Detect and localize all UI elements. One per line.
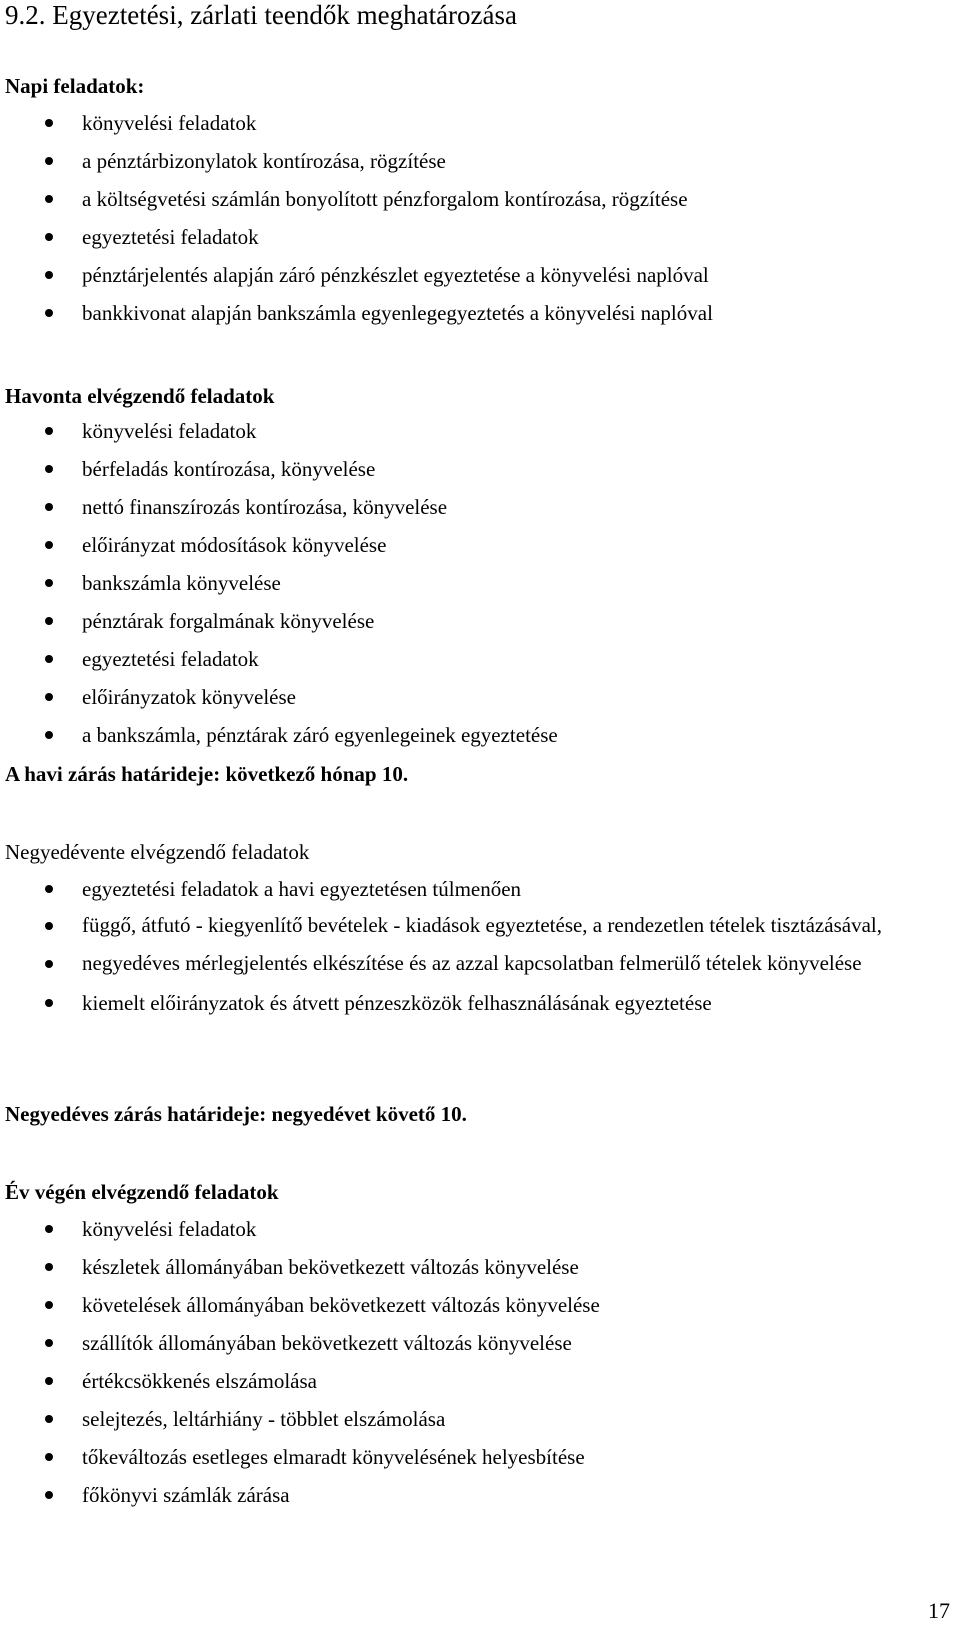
daily-tasks-heading: Napi feladatok: — [5, 74, 145, 98]
list-item-text: a pénztárbizonylatok kontírozása, rögzítése — [82, 149, 446, 173]
list-item-text: tőkeváltozás esetleges elmaradt könyvelésének helyesbítése — [82, 1445, 585, 1469]
bullet-icon — [45, 922, 53, 930]
year-end-tasks-heading: Év végén elvégzendő feladatok — [5, 1180, 279, 1204]
list-item — [0, 640, 950, 678]
list-item-text: a bankszámla, pénztárak záró egyenlegeinek egyeztetése — [82, 723, 558, 747]
list-item-text: pénztárak forgalmának könyvelése — [82, 609, 375, 633]
bullet-icon — [45, 465, 53, 473]
monthly-deadline: A havi zárás határideje: következő hónap 10. — [5, 762, 409, 786]
bullet-icon — [45, 157, 53, 165]
bullet-icon — [45, 617, 53, 625]
bullet-icon — [45, 1301, 53, 1309]
list-item-text: egyeztetési feladatok — [82, 647, 259, 671]
section-title: 9.2. Egyeztetési, zárlati teendők meghatározása — [5, 0, 518, 30]
list-item-text: a költségvetési számlán bonyolított pénzforgalom kontírozása, rögzítése — [82, 187, 688, 211]
list-item — [0, 1362, 950, 1400]
list-item — [0, 526, 950, 564]
list-item-text: bankszámla könyvelése — [82, 571, 281, 595]
list-item-text: értékcsökkenés elszámolása — [82, 1369, 317, 1393]
bullet-icon — [45, 1453, 53, 1461]
bullet-icon — [45, 579, 53, 587]
list-item — [0, 142, 950, 180]
quarterly-tasks-heading: Negyedévente elvégzendő feladatok — [5, 840, 310, 864]
bullet-icon — [45, 233, 53, 241]
page-number: 17 — [928, 1598, 950, 1623]
list-item-text: pénztárjelentés alapján záró pénzkészlet egyeztetése a könyvelési naplóval — [82, 263, 709, 287]
bullet-icon — [45, 541, 53, 549]
list-item-text: előirányzatok könyvelése — [82, 685, 296, 709]
bullet-icon — [45, 731, 53, 739]
bullet-icon — [45, 1491, 53, 1499]
list-item — [0, 678, 950, 716]
list-item — [0, 218, 950, 256]
list-item-text: könyvelési feladatok — [82, 111, 257, 135]
list-item-text: főkönyvi számlák zárása — [82, 1483, 290, 1507]
list-item — [0, 564, 950, 602]
list-item-text: egyeztetési feladatok — [82, 225, 259, 249]
list-item — [0, 1210, 950, 1248]
list-item-text: készletek állományában bekövetkezett változás könyvelése — [82, 1255, 579, 1279]
list-item — [0, 412, 950, 450]
bullet-icon — [45, 885, 53, 893]
list-item-text: selejtezés, leltárhiány - többlet elszámolása — [82, 1407, 446, 1431]
list-item — [0, 716, 950, 754]
bullet-icon — [45, 1415, 53, 1423]
bullet-icon — [45, 999, 53, 1007]
bullet-icon — [45, 655, 53, 663]
list-item-text: előirányzat módosítások könyvelése — [82, 533, 387, 557]
list-item-text: szállítók állományában bekövetkezett változás könyvelése — [82, 1331, 572, 1355]
monthly-tasks-heading: Havonta elvégzendő feladatok — [5, 384, 275, 408]
list-item-text: negyedéves mérlegjelentés elkészítése és az azzal kapcsolatban felmerülő tételek könyvelése — [82, 951, 862, 975]
bullet-icon — [45, 1339, 53, 1347]
list-item — [0, 450, 950, 488]
bullet-icon — [45, 1263, 53, 1271]
list-item — [0, 1248, 950, 1286]
bullet-icon — [45, 271, 53, 279]
list-item-text: nettó finanszírozás kontírozása, könyvelése — [82, 495, 448, 519]
quarterly-tasks-list — [0, 870, 950, 1022]
bullet-icon — [45, 195, 53, 203]
bullet-icon — [45, 427, 53, 435]
list-item-text: bérfeladás kontírozása, könyvelése — [82, 457, 376, 481]
list-item — [0, 908, 942, 943]
list-item — [0, 984, 950, 1022]
bullet-icon — [45, 119, 53, 127]
list-item-text: egyeztetési feladatok a havi egyeztetésen túlmenően — [82, 877, 522, 901]
bullet-icon — [45, 960, 53, 968]
bullet-icon — [45, 1377, 53, 1385]
list-item — [0, 870, 950, 908]
list-item — [0, 946, 942, 981]
list-item-text: követelések állományában bekövetkezett változás könyvelése — [82, 1293, 600, 1317]
list-item — [0, 294, 950, 332]
list-item — [0, 602, 950, 640]
list-item — [0, 1286, 950, 1324]
list-item — [0, 104, 950, 142]
list-item — [0, 1400, 950, 1438]
list-item-text: bankkivonat alapján bankszámla egyenlegegyeztetés a könyvelési naplóval — [82, 301, 713, 325]
bullet-icon — [45, 693, 53, 701]
list-item-text: függő, átfutó - kiegyenlítő bevételek - kiadások egyeztetése, a rendezetlen tételek tisztázásával, — [82, 913, 882, 937]
bullet-icon — [45, 1225, 53, 1233]
year-end-tasks-list — [0, 1210, 950, 1514]
list-item — [0, 180, 950, 218]
list-item — [0, 488, 950, 526]
daily-tasks-list — [0, 104, 950, 332]
list-item-text: könyvelési feladatok — [82, 1217, 257, 1241]
bullet-icon — [45, 503, 53, 511]
list-item — [0, 256, 950, 294]
list-item — [0, 1324, 950, 1362]
list-item-text: kiemelt előirányzatok és átvett pénzeszközök felhasználásának egyeztetése — [82, 991, 712, 1015]
monthly-tasks-list — [0, 412, 950, 754]
bullet-icon — [45, 309, 53, 317]
list-item-text: könyvelési feladatok — [82, 419, 257, 443]
quarterly-deadline: Negyedéves zárás határideje: negyedévet követő 10. — [5, 1102, 467, 1126]
list-item — [0, 1438, 950, 1476]
list-item — [0, 1476, 950, 1514]
